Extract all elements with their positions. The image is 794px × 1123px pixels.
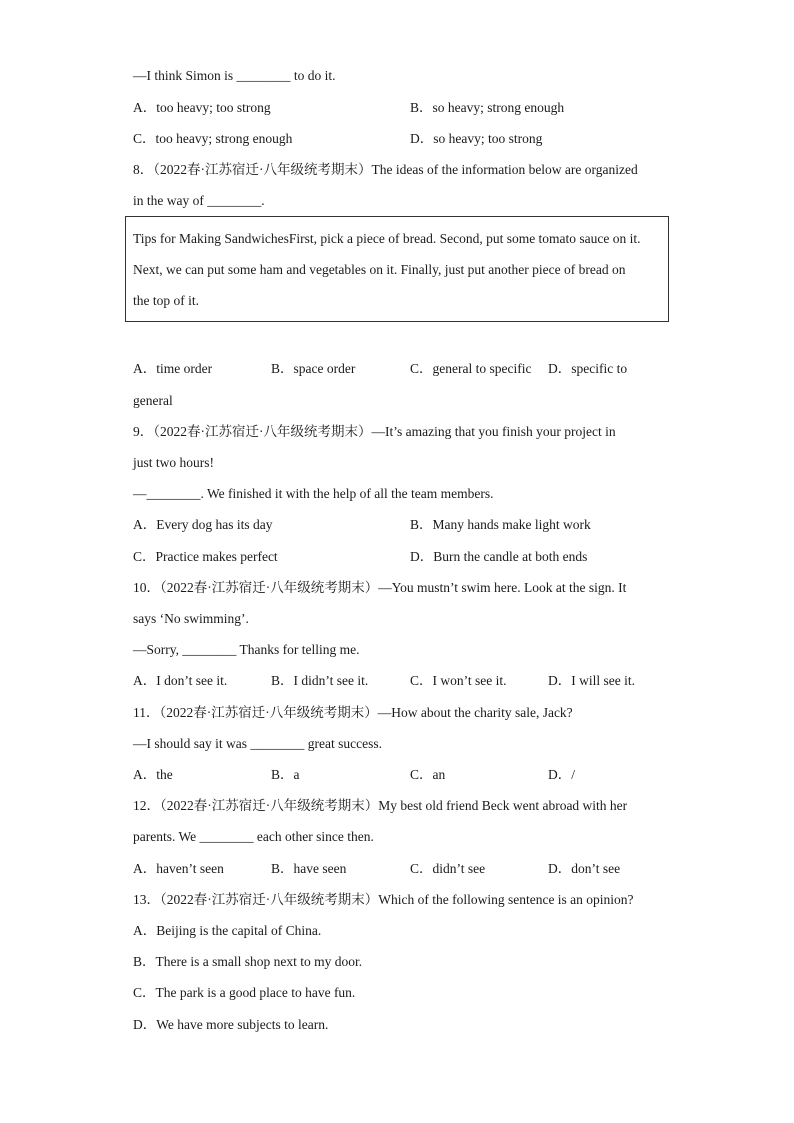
q8-option-b: B．space order: [271, 361, 356, 376]
q10-stem-line2: says ‘No swimming’.: [133, 611, 249, 626]
q11-option-b: B．a: [271, 767, 300, 782]
q8-option-d-wrap: general: [133, 393, 173, 408]
q7-option-a: A．too heavy; too strong: [133, 100, 271, 115]
q11-option-a: A．the: [133, 767, 173, 782]
q10-option-b: B．I didn’t see it.: [271, 673, 369, 688]
q13-option-b: B．There is a small shop next to my door.: [133, 954, 363, 969]
q9-option-c: C．Practice makes perfect: [133, 549, 278, 564]
q12-stem-line1: 12．（2022春·江苏宿迁·八年级统考期末）My best old friend Beck went abroad with her: [133, 798, 628, 813]
q10-option-a: A．I don’t see it.: [133, 673, 228, 688]
q13-option-d: D．We have more subjects to learn.: [133, 1017, 329, 1032]
q7-option-d: D．so heavy; too strong: [410, 131, 543, 146]
q8-box-line2: Next, we can put some ham and vegetables on it. Finally, just put another piece of bread on: [133, 262, 626, 277]
q12-stem-line2: parents. We ________ each other since then.: [133, 829, 374, 844]
q7-reply: —I think Simon is ________ to do it.: [133, 68, 336, 83]
q8-box-line1: Tips for Making SandwichesFirst, pick a piece of bread. Second, put some tomato sauce on it.: [133, 231, 641, 246]
q7-option-c: C．too heavy; strong enough: [133, 131, 293, 146]
q10-stem-line1: 10．（2022春·江苏宿迁·八年级统考期末）—You mustn’t swim here. Look at the sign. It: [133, 580, 627, 595]
q10-option-c: C．I won’t see it.: [410, 673, 507, 688]
q9-option-b: B．Many hands make light work: [410, 517, 591, 532]
q9-stem-line3: —________. We finished it with the help of all the team members.: [133, 486, 494, 501]
q12-option-c: C．didn’t see: [410, 861, 486, 876]
q8-box-line3: the top of it.: [133, 293, 199, 308]
q8-info-box: [125, 216, 669, 322]
q8-option-a: A．time order: [133, 361, 213, 376]
q9-stem-line2: just two hours!: [133, 455, 214, 470]
q13-stem-line1: 13．（2022春·江苏宿迁·八年级统考期末）Which of the following sentence is an opinion?: [133, 892, 634, 907]
q7-option-b: B．so heavy; strong enough: [410, 100, 565, 115]
q8-stem-line1: 8．（2022春·江苏宿迁·八年级统考期末）The ideas of the information below are organized: [133, 162, 638, 177]
q8-option-c: C．general to specific: [410, 361, 532, 376]
q12-option-a: A．haven’t seen: [133, 861, 224, 876]
q11-stem-line2: —I should say it was ________ great success.: [133, 736, 382, 751]
q9-option-d: D．Burn the candle at both ends: [410, 549, 588, 564]
q8-option-d: D．specific to: [548, 361, 628, 376]
q12-option-d: D．don’t see: [548, 861, 621, 876]
q10-option-d: D．I will see it.: [548, 673, 635, 688]
q10-stem-line3: —Sorry, ________ Thanks for telling me.: [133, 642, 360, 657]
q11-option-c: C．an: [410, 767, 446, 782]
q12-option-b: B．have seen: [271, 861, 347, 876]
q11-stem-line1: 11．（2022春·江苏宿迁·八年级统考期末）—How about the charity sale, Jack?: [133, 705, 573, 720]
q9-stem-line1: 9．（2022春·江苏宿迁·八年级统考期末）—It’s amazing that you finish your project in: [133, 424, 616, 439]
q13-option-a: A．Beijing is the capital of China.: [133, 923, 322, 938]
q13-option-c: C．The park is a good place to have fun.: [133, 985, 356, 1000]
q8-stem-line2: in the way of ________.: [133, 193, 265, 208]
q9-option-a: A．Every dog has its day: [133, 517, 273, 532]
q11-option-d: D．/: [548, 767, 575, 782]
